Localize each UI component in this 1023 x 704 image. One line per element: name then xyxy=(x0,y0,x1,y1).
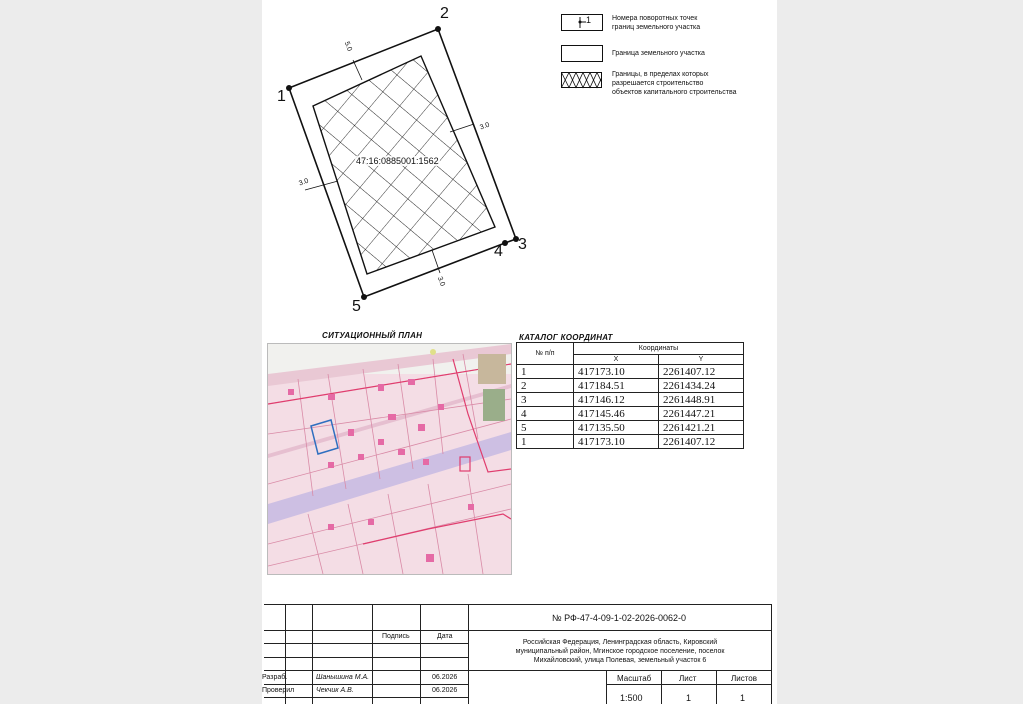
legend-text-points: Номера поворотных точек границ земельного участка xyxy=(612,15,701,31)
value-sheets: 1 xyxy=(740,693,746,703)
legend-text-boundary: Граница земельного участка xyxy=(612,50,705,57)
point-label-3: 3 xyxy=(518,236,527,253)
point-label-2: 2 xyxy=(440,5,449,22)
table-row: 4 417145.46 2261447.21 xyxy=(517,407,744,421)
role-checker: Проверил xyxy=(262,687,295,694)
legend-sample-hatch xyxy=(561,72,603,89)
document-number: № РФ-47-4-09-1-02-2026-0062-0 xyxy=(552,613,686,623)
dimension-label-bottom: 3.0 xyxy=(435,275,446,288)
coordinate-catalog-table xyxy=(516,342,744,449)
table-row: 1 417173.10 2261407.12 xyxy=(517,435,744,449)
table-row: 5 417135.50 2261421.21 xyxy=(517,421,744,435)
table-row: 2 417184.51 2261434.24 xyxy=(517,379,744,393)
value-scale: 1:500 xyxy=(620,693,643,703)
corner-point-5 xyxy=(361,294,367,300)
corner-point-1 xyxy=(286,85,292,91)
point-label-1: 1 xyxy=(277,88,286,105)
situation-plan-map xyxy=(267,343,512,575)
plot-drawing xyxy=(0,0,1023,330)
dimension-label-right: 3.0 xyxy=(479,121,491,132)
date-developer: 06.2026 xyxy=(432,674,458,681)
col-header-y: Y xyxy=(659,355,744,365)
name-checker: Чекчик А.В. xyxy=(316,687,354,694)
role-developer: Разраб. xyxy=(262,674,288,681)
dimension-label-left: 3.0 xyxy=(298,177,310,188)
legend-sample-boundary xyxy=(561,45,603,62)
date-checker: 06.2026 xyxy=(432,687,458,694)
col-header-signature: Подпись xyxy=(382,633,410,640)
situation-plan-title: СИТУАЦИОННЫЙ ПЛАН xyxy=(322,331,423,340)
table-row: 1 417173.10 2261407.12 xyxy=(517,365,744,379)
legend-sample-point: 1 xyxy=(561,14,603,31)
corner-point-2 xyxy=(435,26,441,32)
label-sheets: Листов xyxy=(731,674,757,683)
table-row: 3 417146.12 2261448.91 xyxy=(517,393,744,407)
col-header-x: X xyxy=(574,355,659,365)
col-header-coords: Координаты xyxy=(574,343,744,355)
point-label-4: 4 xyxy=(494,243,503,260)
catalog-title: КАТАЛОГ КООРДИНАТ xyxy=(519,333,613,342)
name-developer: Шанышина М.А. xyxy=(316,674,370,681)
cadastral-number: 47:16:0885001:1562 xyxy=(356,156,439,166)
legend-text-buildable: Границы, в пределах которых разрешается строительство объектов капитального строительства xyxy=(612,71,737,96)
label-sheet: Лист xyxy=(679,674,697,683)
dimension-label-top: 5.0 xyxy=(342,40,353,53)
label-scale: Масштаб xyxy=(617,674,652,683)
point-label-5: 5 xyxy=(352,298,361,315)
value-sheet: 1 xyxy=(686,693,692,703)
object-address: Российская Федерация, Ленинградская область, Кировский муниципальный район, Мгинское городское поселение, поселок Михайловский, улица Полевая, земельный участок 6 xyxy=(515,639,725,664)
col-header-no: № п/п xyxy=(517,343,574,365)
col-header-date: Дата xyxy=(437,633,453,640)
